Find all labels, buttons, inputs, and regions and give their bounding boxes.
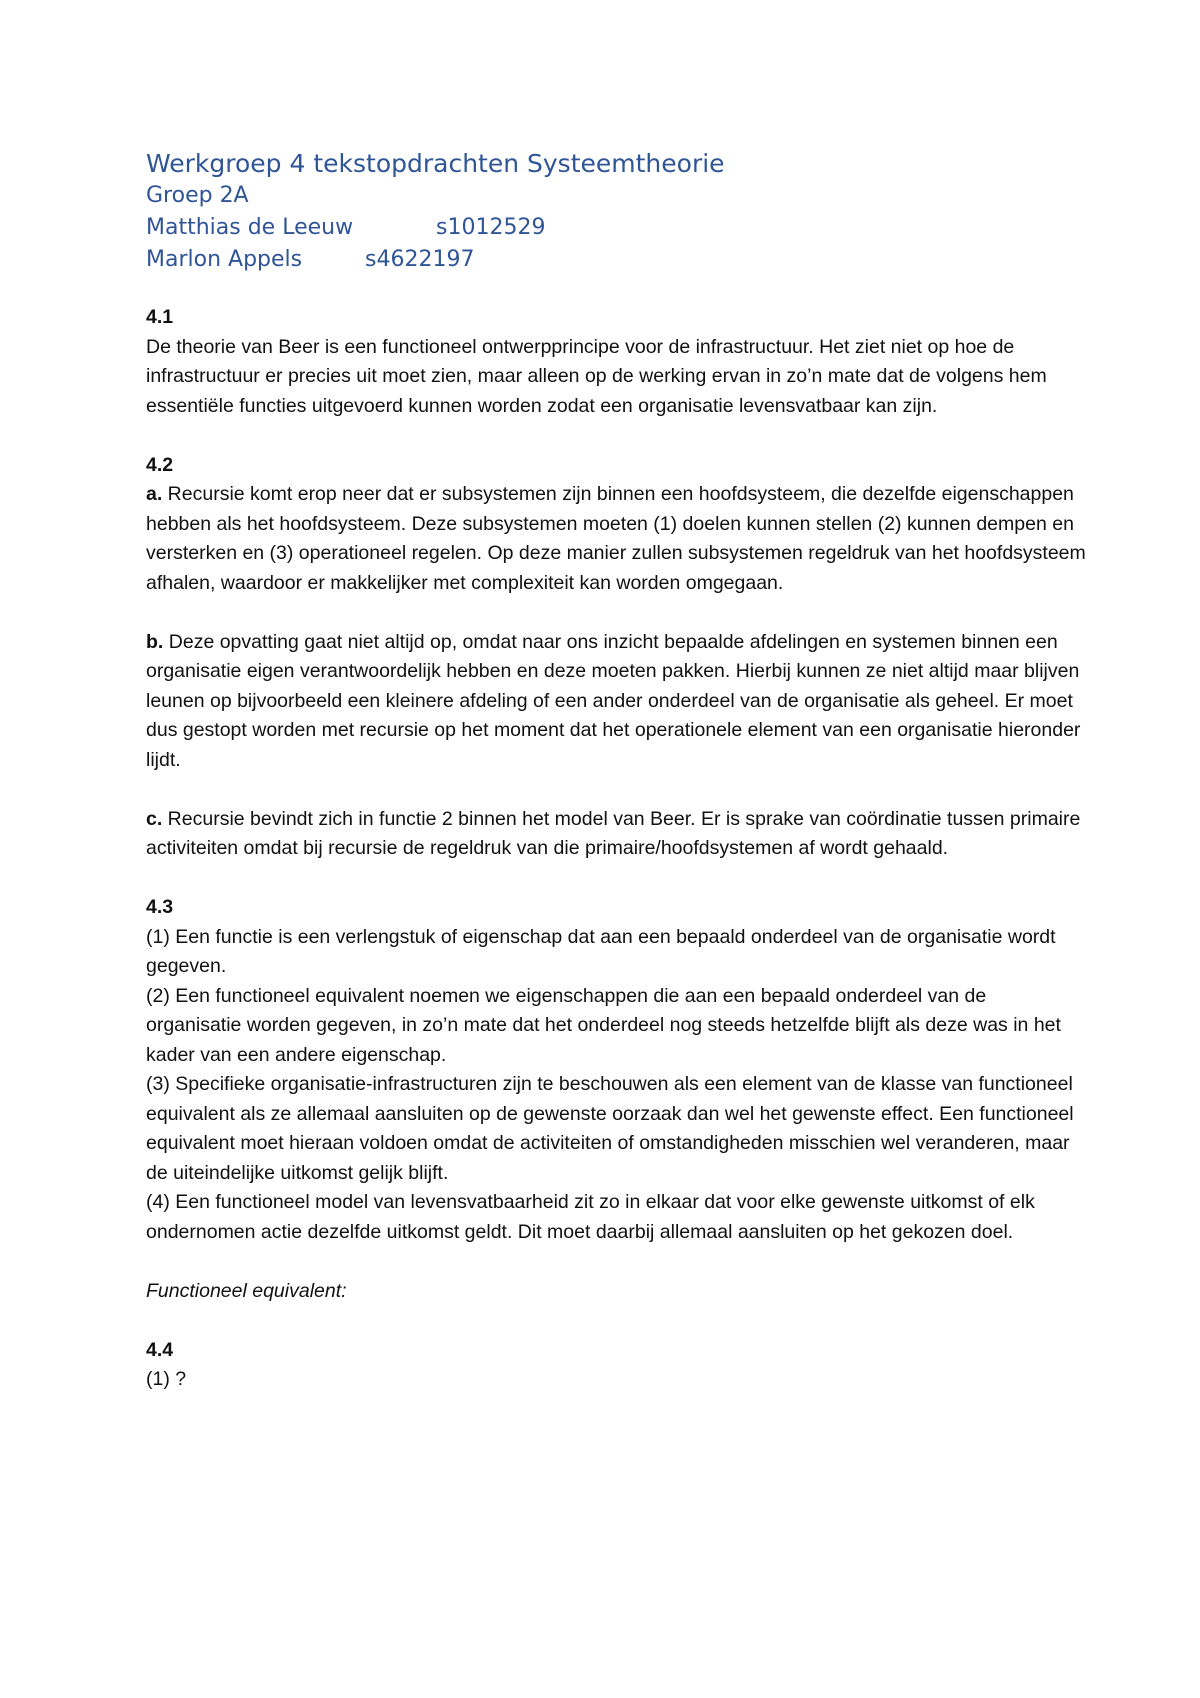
section-4-2-b: [146, 628, 1086, 776]
item-label-c: c.: [146, 807, 163, 830]
section-4-2-a: [146, 480, 1086, 598]
member-student-id: s4622197: [365, 247, 475, 272]
member-line: [146, 212, 1086, 244]
member-line: [146, 244, 1086, 276]
section-4-3-item-1: (1) Een functie is een verlengstuk of eigenschap dat aan een bepaald onderdeel van de organisatie wordt gegeven.: [146, 925, 1056, 977]
item-label-b: b.: [146, 630, 164, 653]
member-name: Matthias de Leeuw: [146, 215, 354, 240]
paragraph-spacer: [146, 1247, 1086, 1277]
section-4-3-item-3: (3) Specifieke organisatie-infrastructuren zijn te beschouwen als een element van de klasse van functioneel equivalent als ze allemaal aansluiten op de gewenste oorzaak dan wel het gewenste effect. Een functioneel equivalent moet hieraan voldoen omdat de activiteiten of omstandigheden misschien wel veranderen, maar de uiteindelijke uitkomst gelijk blijft.: [146, 1073, 1074, 1184]
section-number-4-4: 4.4: [146, 1338, 174, 1361]
member-name: Marlon Appels: [146, 247, 303, 272]
section-4-3-item-4: (4) Een functioneel model van levensvatbaarheid zit zo in elkaar dat voor elke gewenste uitkomst of elk ondernomen actie dezelfde uitkomst geldt. Dit moet daarbij allemaal aansluiten op het gekozen doel.: [146, 1191, 1035, 1243]
section-4-3-item-2: (2) Een functioneel equivalent noemen we eigenschappen die aan een bepaald onderdeel van de organisatie worden gegeven, in zo’n mate dat het onderdeel nog steeds hetzelfde blijft als deze was in het kader van een andere eigenschap.: [146, 984, 1061, 1066]
paragraph-spacer: [146, 864, 1086, 894]
section-number-4-1: 4.1: [146, 306, 174, 328]
paragraph-spacer: [146, 421, 1086, 451]
section-4-2-c: [146, 805, 1086, 864]
section-number-4-3: 4.3: [146, 896, 174, 918]
section-4-3-italic-note: Functioneel equivalent:: [146, 1279, 347, 1302]
document-title: Werkgroep 4 tekstopdrachten Systeemtheorie: [146, 149, 725, 178]
paragraph-spacer: [146, 598, 1086, 628]
item-text-b: Deze opvatting gaat niet altijd op, omdat naar ons inzicht bepaalde afdelingen en systemen binnen een organisatie eigen verantwoordelijk hebben en deze moeten pakken. Hierbij kunnen ze niet altijd maar blijven leunen op bijvoorbeeld een kleinere afdeling of een ander onderdeel van de organisatie als geheel. Er moet dus gestopt worden met recursie op het moment dat het operationele element van een organisatie hieronder lijdt.: [146, 630, 1081, 771]
item-text-c: Recursie bevindt zich in functie 2 binnen het model van Beer. Er is sprake van coördinatie tussen primaire activiteiten omdat bij recursie de regeldruk van die primaire/hoofdsystemen af wordt gehaald.: [146, 807, 1081, 859]
section-4-1-text: De theorie van Beer is een functioneel ontwerpprincipe voor de infrastructuur. Het ziet niet op hoe de infrastructuur er precies uit moet zien, maar alleen op de werking ervan in zo’n mate dat de volgens hem essentiële functies uitgevoerd kunnen worden zodat een organisatie levensvatbaar kan zijn.: [146, 335, 1047, 417]
paragraph-spacer: [146, 775, 1086, 805]
item-label-a: a.: [146, 483, 163, 505]
member-student-id: s1012529: [436, 215, 546, 240]
group-name: Groep 2A: [146, 183, 249, 208]
item-text-a: Recursie komt erop neer dat er subsystemen zijn binnen een hoofdsysteem, die dezelfde eigenschappen hebben als het hoofdsysteem. Deze subsystemen moeten (1) doelen kunnen stellen (2) kunnen dempen en versterken en (3) operationeel regelen. Op deze manier zullen subsystemen regeldruk van het hoofdsysteem afhalen, waardoor er makkelijker met complexiteit kan worden omgegaan.: [146, 483, 1086, 594]
section-number-4-2: 4.2: [146, 453, 174, 476]
document-body: [146, 303, 1086, 1395]
section-4-4-item-1: (1) ?: [146, 1368, 187, 1390]
document-content: [146, 148, 1086, 1395]
paragraph-spacer: [146, 1306, 1086, 1336]
document-header: [146, 148, 1086, 276]
